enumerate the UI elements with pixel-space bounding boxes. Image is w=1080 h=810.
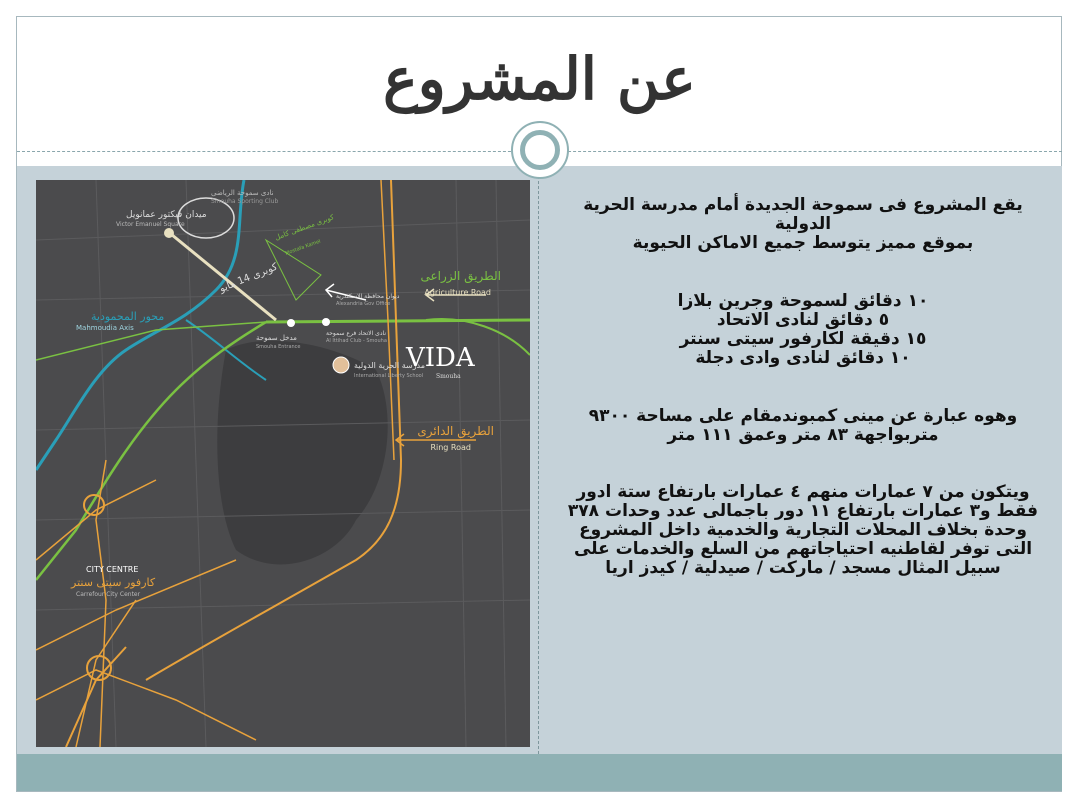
map-label-vida: VIDA xyxy=(406,343,475,373)
map-label-mahmoudia-ar: محور المحمودية xyxy=(91,310,165,323)
panel-separator xyxy=(538,166,539,754)
map-label-victor-en: Victor Emanuel Square xyxy=(116,221,185,228)
map-label-carrefour-en: Carrefour City Center xyxy=(76,591,141,598)
map-label-alex-office-ar: ديوان محافظة الاسكندرية xyxy=(336,293,400,300)
location-line-1: يقع المشروع فى سموحة الجديدة أمام مدرسة الحرية الدولية xyxy=(583,195,1023,234)
area-paragraph: وهوه عبارة عن مينى كمبوندمقام على مساحة ٩٣٠٠ متربواجهة ٨٣ متر وعمق ١١١ متر xyxy=(588,406,1018,445)
map-label-vida-sub: Smouha xyxy=(436,373,461,380)
map-label-smouha-club-en: Smouha Sporting Club xyxy=(211,198,279,205)
ring-ornament-inner xyxy=(520,130,560,170)
map-label-mostafa-en: Mostafa Kamel xyxy=(284,238,322,257)
distance-item: ٥ دقائق لنادى الاتحاد xyxy=(716,310,890,330)
map-label-koubri: كوبرى 14 مايو xyxy=(218,261,280,295)
project-description xyxy=(560,196,1046,578)
map-label-ring-en: Ring Road xyxy=(430,443,471,452)
map-label-smouha-club-ar: نادى سموحة الرياضى xyxy=(211,189,274,197)
map-label-city-centre: CITY CENTRE xyxy=(86,565,139,574)
map-label-school-ar: مدرسة الحرية الدولية xyxy=(354,361,426,370)
map-label-mostafa-ar: كوبرى مصطفى كامل xyxy=(273,213,336,242)
map-label-victor-ar: ميدان فيكتور عمانويل xyxy=(126,210,207,220)
map-label-ittihad-ar: نادى الاتحاد فرع سموحة xyxy=(326,330,386,337)
map-label-mahmoudia-en: Mahmoudia Axis xyxy=(76,324,134,332)
distance-item: ١٠ دقائق لنادى وادى دجلة xyxy=(695,348,911,368)
distance-item: ١٠ دقائق لسموحة وجرين بلازا xyxy=(677,291,929,311)
map-label-ittihad-en: Al Ittihad Club - Smouha xyxy=(326,338,387,344)
map-label-ring-ar: الطريق الدائرى xyxy=(417,424,494,438)
slide-title: عن المشروع xyxy=(383,45,696,113)
distance-item: ١٥ دقيقة لكارفور سيتى سنتر xyxy=(679,329,927,349)
map-label-carrefour-ar: كارفور سيتى سنتر xyxy=(71,576,156,589)
map-label-smouha-entry-ar: مدخل سموحة xyxy=(256,334,297,342)
map-label-agri-en: Agriculture Road xyxy=(424,288,491,297)
location-line-2: بموقع مميز يتوسط جميع الاماكن الحيوية xyxy=(632,233,974,253)
map-label-smouha-entry-en: Smouha Entrance xyxy=(256,344,301,350)
footer-bar xyxy=(17,754,1062,791)
location-map xyxy=(36,180,530,747)
map-label-agri-ar: الطريق الزراعى xyxy=(420,269,501,283)
composition-paragraph: ويتكون من ٧ عمارات منهم ٤ عمارات بارتفاع ستة ادور فقط و٣ عمارات بارتفاع ١١ دور باجمالى عدد وحدات ٣٧٨ وحدة بخلاف المحلات التجارية والخدمية داخل المشروع التى توفر لقاطنيه احتياجاتهم من السلع والخدمات على سبيل المثال مسجد / ماركت / صيدلية / كيدز اريا xyxy=(567,482,1039,578)
map-label-school-en: International Liberty School xyxy=(354,373,424,379)
map-label-alex-office-en: Alexandria Gov Office xyxy=(336,301,391,307)
